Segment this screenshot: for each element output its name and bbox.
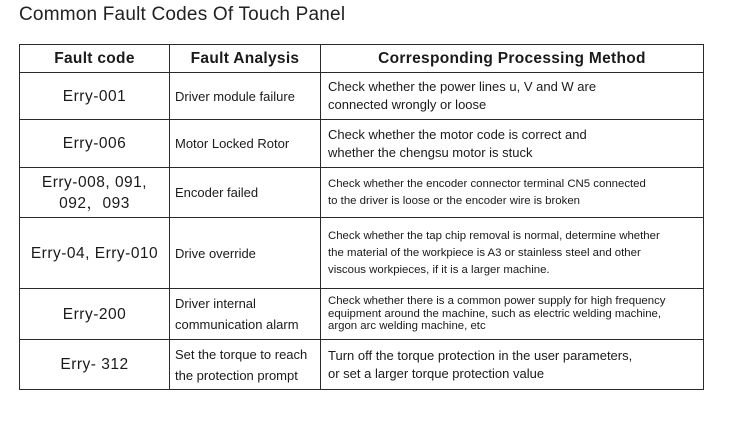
table-row [20,168,704,218]
fault-analysis-cell: Drive override [170,218,321,289]
fault-analysis-cell: Motor Locked Rotor [170,120,321,168]
table-row [20,73,704,120]
processing-method-cell: Check whether there is a common power supply for high frequency equipment around the machine, such as electric welding machine, argon arc welding machine, etc [321,289,704,340]
processing-method-cell: Check whether the motor code is correct and whether the chengsu motor is stuck [321,120,704,168]
page-title: Common Fault Codes Of Touch Panel [19,4,346,25]
fault-code-cell: Erry-04, Erry-010 [20,218,170,289]
fault-code-cell: Erry-200 [20,289,170,340]
table-row [20,218,704,289]
processing-method-cell: Check whether the tap chip removal is normal, determine whether the material of the workpiece is A3 or stainless steel and other viscous workpieces, if it is a larger machine. [321,218,704,289]
fault-analysis-cell: Encoder failed [170,168,321,218]
header-processing-method: Corresponding Processing Method [321,45,704,73]
processing-method-cell: Turn off the torque protection in the user parameters, or set a larger torque protection value [321,340,704,390]
table-header-row [20,45,704,73]
fault-analysis-cell: Set the torque to reach the protection prompt [170,340,321,390]
fault-code-cell: Erry-001 [20,73,170,120]
processing-method-cell: Check whether the power lines u, V and W are connected wrongly or loose [321,73,704,120]
header-fault-analysis: Fault Analysis [170,45,321,73]
processing-method-cell: Check whether the encoder connector terminal CN5 connected to the driver is loose or the encoder wire is broken [321,168,704,218]
fault-code-cell: Erry-008, 091, 092，093 [20,168,170,218]
fault-code-table [19,44,704,390]
table-row [20,340,704,390]
table-row [20,289,704,340]
table-row [20,120,704,168]
fault-analysis-cell: Driver internal communication alarm [170,289,321,340]
fault-analysis-cell: Driver module failure [170,73,321,120]
header-fault-code: Fault code [20,45,170,73]
fault-code-cell: Erry-006 [20,120,170,168]
fault-code-cell: Erry- 312 [20,340,170,390]
